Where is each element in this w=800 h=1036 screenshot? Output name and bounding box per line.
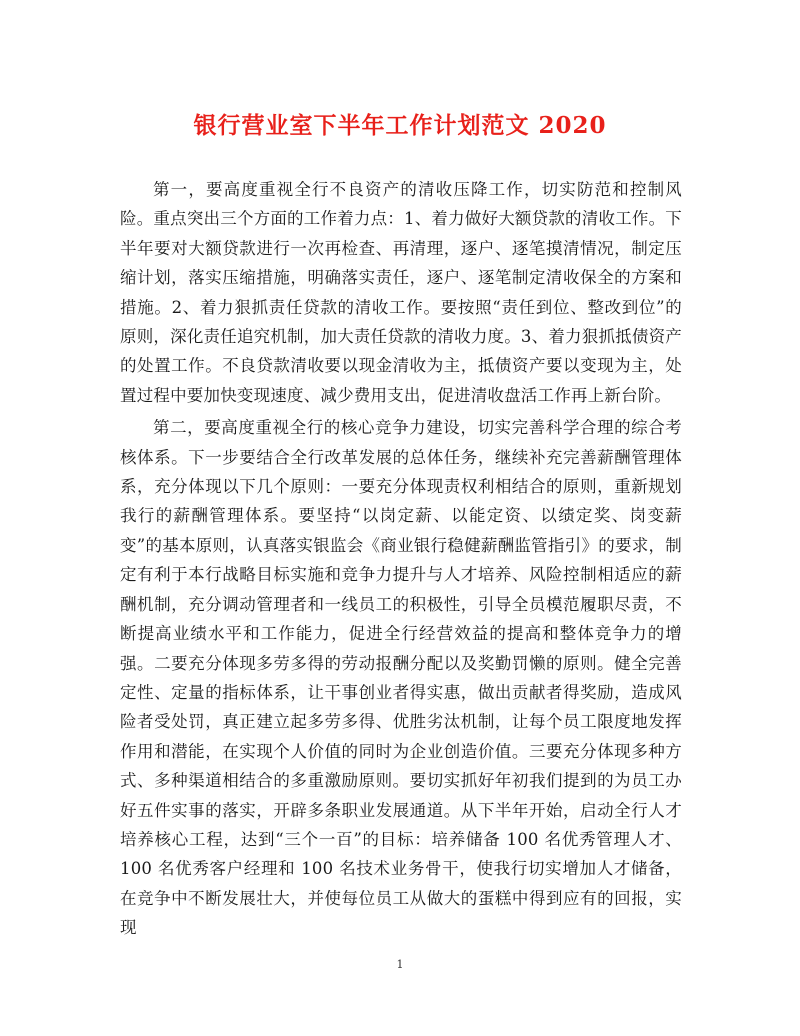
- paragraph-2: 第二，要高度重视全行的核心竞争力建设，切实完善科学合理的综合考核体系。下一步要结合全行改革发展的总体任务，继续补充完善薪酬管理体系，充分体现以下几个原则：一要充分体现责权利相结合的原则，重新规划我行的薪酬管理体系。要坚持“以岗定薪、以能定资、以绩定奖、岗变薪变”的基本原则，认真落实银监会《商业银行稳健薪酬监管指引》的要求，制定有利于本行战略目标实施和竞争力提升与人才培养、风险控制相适应的薪酬机制，充分调动管理者和一线员工的积极性，引导全员模范履职尽责，不断提高业绩水平和工作能力，促进全行经营效益的提高和整体竞争力的增强。二要充分体现多劳多得的劳动报酬分配以及奖勤罚懒的原则。健全完善定性、定量的指标体系，让干事创业者得实惠，做出贡献者得奖励，造成风险者受处罚，真正建立起多劳多得、优胜劣汰机制，让每个员工限度地发挥作用和潜能，在实现个人价值的同时为企业创造价值。三要充分体现多种方式、多种渠道相结合的多重激励原则。要切实抓好年初我们提到的为员工办好五件实事的落实，开辟多条职业发展通道。从下半年开始，启动全行人才培养核心工程，达到“三个一百”的目标：培养储备 100 名优秀管理人才、100 名优秀客户经理和 100 名技术业务骨干，使我行切实增加人才储备，在竞争中不断发展壮大，并使每位员工从做大的蛋糕中得到应有的回报，实现: [120, 418, 682, 938]
- page-number: 1: [396, 958, 404, 971]
- document-body: [120, 175, 682, 946]
- paragraph-1: 第一，要高度重视全行不良资产的清收压降工作，切实防范和控制风险。重点突出三个方面的工作着力点：1、着力做好大额贷款的清收工作。下半年要对大额贷款进行一次再检查、再清理，逐户、逐笔摸清情况，制定压缩计划，落实压缩措施，明确落实责任，逐户、逐笔制定清收保全的方案和措施。2、着力狠抓责任贷款的清收工作。要按照“责任到位、整改到位”的原则，深化责任追究机制，加大责任贷款的清收力度。3、着力狠抓抵债资产的处置工作。不良贷款清收要以现金清收为主，抵债资产要以变现为主，处置过程中要加快变现速度、减少费用支出，促进清收盘活工作再上新台阶。: [120, 180, 682, 405]
- document-title: 银行营业室下半年工作计划范文 2020: [193, 112, 607, 139]
